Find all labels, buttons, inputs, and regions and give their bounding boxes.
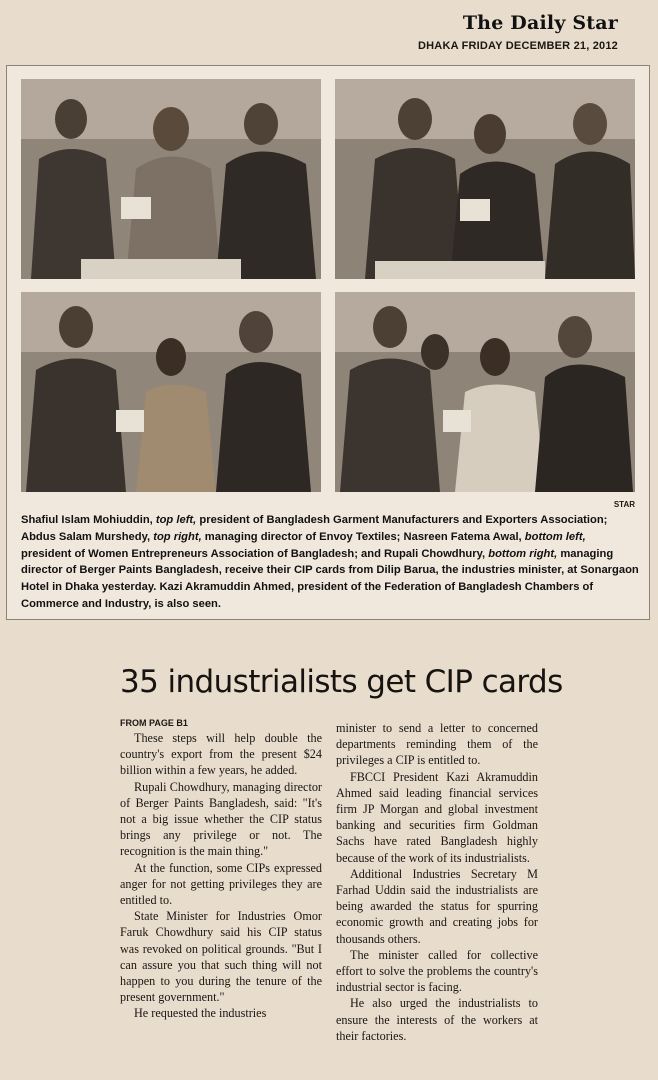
paragraph: He also urged the industrialists to ensure the interests of the workers at their factories.: [336, 996, 538, 1043]
caption-text: president of Bangladesh Garment Manufacturers and Exporters Association; Abdus Salam Murshedy,: [21, 514, 608, 543]
caption-position: bottom left,: [524, 530, 586, 543]
article-column-right: [336, 720, 538, 1044]
caption-text: president of Women Entrepreneurs Association of Bangladesh; and Rupali Chowdhury,: [21, 547, 486, 560]
caption-position: top right,: [153, 530, 202, 543]
caption-text: Shafiul Islam Mohiuddin,: [21, 514, 153, 526]
photo-credit: STAR: [613, 500, 635, 509]
paragraph: Additional Industries Secretary M Farhad Uddin said the industrialists are being awarded the status for spurring economic growth and creating jobs for thousands others.: [336, 866, 538, 946]
caption-position: bottom right,: [488, 547, 558, 560]
photo-bottom-left: [21, 292, 321, 492]
paragraph: FBCCI President Kazi Akramuddin Ahmed said leading financial services firm JP Morgan and global investment banking and securities firm Goldman Sachs have rated Bangladesh highly because of the work of its industrialists.: [336, 769, 538, 865]
photo-top-right: [335, 79, 635, 279]
paragraph: minister to send a letter to concerned departments reminding them of the privileges a CIP is entitled to.: [336, 721, 538, 768]
paragraph: At the function, some CIPs expressed anger for not getting privileges they are entitled to.: [120, 860, 322, 908]
paragraph: The minister called for collective effort to solve the problems the country's industrial sector is facing.: [336, 947, 538, 995]
dateline: DHAKA FRIDAY DECEMBER 21, 2012: [418, 40, 618, 52]
masthead: [418, 12, 618, 52]
caption-text: managing director of Envoy Textiles; Nasreen Fatema Awal,: [204, 530, 522, 543]
from-page-label: FROM PAGE B1: [120, 718, 188, 728]
photo-top-left: [21, 79, 321, 279]
photo-panel: [6, 65, 650, 620]
caption-position: top left,: [155, 514, 197, 526]
photo-caption: [21, 512, 639, 613]
paragraph: Rupali Chowdhury, managing director of Berger Paints Bangladesh, said: "It's not a big issue whether the CIP status brings any privilege or not. The recognition is the main thing.": [120, 779, 322, 859]
caption-text: managing director of Berger Paints Bangladesh, receive their CIP cards from Dilip Barua, the industries minister, at Sonargaon Hotel in Dhaka yesterday. Kazi Akramuddin Ahmed, president of the Federation of Bangladesh Chambers of Commerce and Industry, is also seen.: [21, 547, 639, 610]
newspaper-logo: The Daily Star: [462, 12, 618, 34]
paragraph: These steps will help double the country's export from the present $24 billion within a few years, he added.: [120, 731, 322, 778]
paragraph: State Minister for Industries Omor Faruk Chowdhury said his CIP status was revoked on political grounds. "But I can assure you that such thing will not happen to you during the tenure of the present government.": [120, 909, 322, 1005]
article-headline: 35 industrialists get CIP cards: [120, 664, 563, 700]
article-column-left: [120, 730, 322, 1022]
paragraph: He requested the industries: [134, 1006, 267, 1021]
photo-bottom-right: [335, 292, 635, 492]
